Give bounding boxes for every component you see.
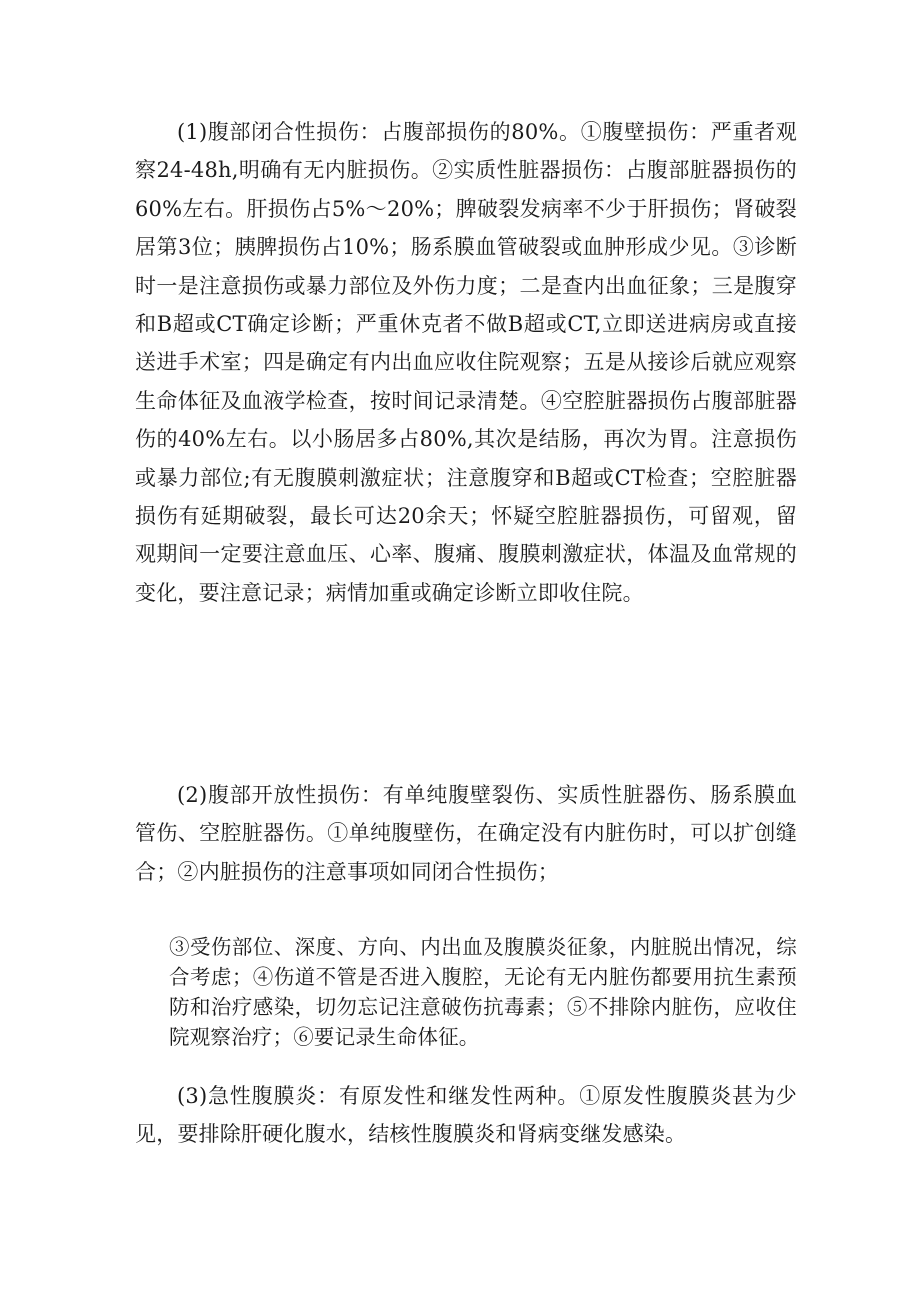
paragraph-text: ③受伤部位、深度、方向、内出血及腹膜炎征象，内脏脱出情况，综合考虑；④伤道不管是否进入腹腔，无论有无内脏伤都要用抗生素预防和治疗感染，切勿忘记注意破伤抗毒素；⑤不排除内脏伤，应收住院观察治疗；⑥要记录生命体征。 [169, 935, 797, 1049]
paragraph-closed-abdominal-injury [135, 113, 797, 612]
paragraph-text: (3)急性腹膜炎：有原发性和继发性两种。①原发性腹膜炎甚为少见，要排除肝硬化腹水，结核性腹膜炎和肾病变继发感染。 [135, 1084, 797, 1147]
paragraph-text: (1)腹部闭合性损伤：占腹部损伤的80%。①腹壁损伤：严重者观察24-48h,明确有无内脏损伤。②实质性脏器损伤：占腹部脏器损伤的60%左右。肝损伤占5%～20%；脾破裂发病率不少于肝损伤；肾破裂居第3位；胰脾损伤占10%；肠系膜血管破裂或血肿形成少见。③诊断时一是注意损伤或暴力部位及外伤力度；二是查内出血征象；三是腹穿和B超或CT确定诊断；严重休克者不做B超或CT,立即送进病房或直接送进手术室；四是确定有内出血应收住院观察；五是从接诊后就应观察生命体征及血液学检查，按时间记录清楚。④空腔脏器损伤占腹部脏器伤的40%左右。以小肠居多占80%,其次是结肠，再次为胃。注意损伤或暴力部位;有无腹膜刺激症状；注意腹穿和B超或CT检查；空腔脏器损伤有延期破裂，最长可达20余天；怀疑空腔脏器损伤，可留观，留观期间一定要注意血压、心率、腹痛、腹膜刺激症状，体温及血常规的变化，要注意记录；病情加重或确定诊断立即收住院。 [135, 120, 797, 605]
paragraph-open-injury-notes [169, 932, 797, 1052]
paragraph-acute-peritonitis [135, 1077, 797, 1154]
paragraph-text: (2)腹部开放性损伤：有单纯腹壁裂伤、实质性脏器伤、肠系膜血管伤、空腔脏器伤。①单纯腹壁伤，在确定没有内脏伤时，可以扩创缝合；②内脏损伤的注意事项如同闭合性损伤； [135, 783, 797, 884]
paragraph-open-abdominal-injury [135, 776, 797, 891]
